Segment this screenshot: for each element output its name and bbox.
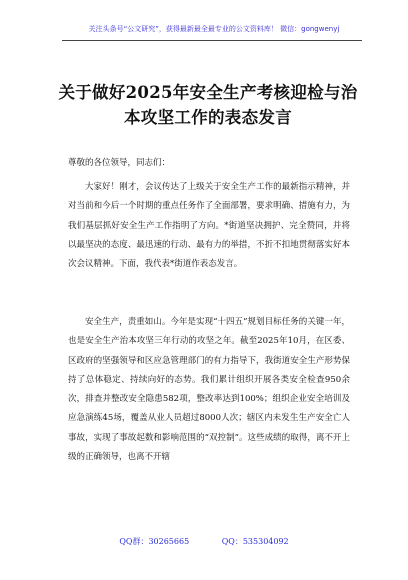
- salutation: 尊敬的各位领导，同志们：: [68, 158, 171, 168]
- paragraph-1: 大家好！刚才，会议传达了上级关于安全生产工作的最新指示精神，并对当前和今后一个时期的重点任务作了全面部署，要求明确、措施有力，为我们基层抓好安全生产工作指明了方向。*街道坚决拥护、完全赞同，并将以最坚决的态度、最迅速的行动、最有力的举措，不折不扣地贯彻落实好本次会议精神。下面，我代表*街道作表态发言。: [68, 182, 350, 270]
- footer-contact: [0, 536, 408, 547]
- footer-qq-number: QQ：535304092: [221, 537, 289, 546]
- header-divider: [62, 40, 362, 41]
- paragraph-2: 安全生产，责重如山。今年是实现“十四五”规划目标任务的关键一年，也是安全生产治本攻坚三年行动的攻坚之年。截至2025年10月，在区委、区政府的坚强领导和区应急管理部门的有力指导下，我街道安全生产形势保持了总体稳定、持续向好的态势。我们累计组织开展各类安全检查950余次，排查并整改安全隐患582项，整改率达到100%；组织企业安全培训及应急演练45场，覆盖从业人员超过8000人次；辖区内未发生生产安全亡人事故，实现了事故起数和影响范围的“双控制”。这些成绩的取得，离不开上级的正确领导，也离不开辖: [68, 317, 350, 463]
- header-promo-note: 关注头条号“公文研究”，获得最新最全最专业的公文资料库！ 微信：gongwenyj: [88, 25, 340, 33]
- document-title: 关于做好2025年安全生产考核迎检与治本攻坚工作的表态发言: [58, 83, 358, 127]
- footer-qq-group: QQ群：30265665: [119, 537, 190, 546]
